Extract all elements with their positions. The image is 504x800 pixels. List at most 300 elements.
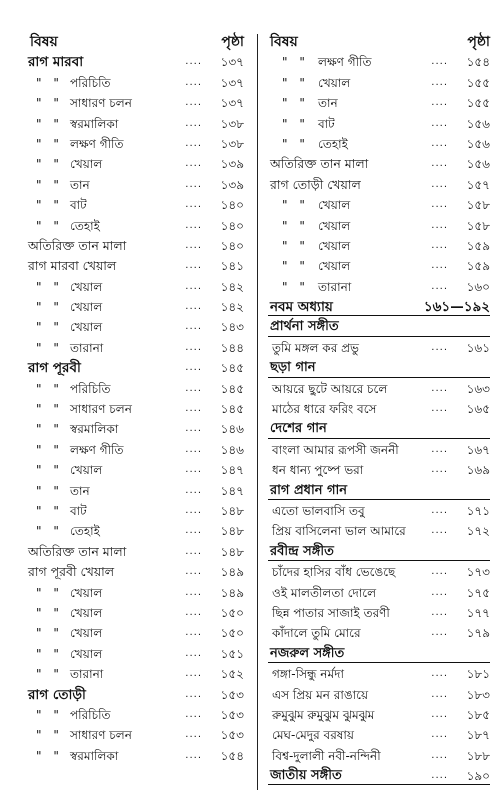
ditto-mark: " " xyxy=(36,75,63,90)
toc-entry xyxy=(22,725,244,745)
toc-entry xyxy=(22,175,244,195)
page-number: ১৫৪ xyxy=(220,748,244,763)
dot-leader: .... xyxy=(185,321,202,333)
dot-leader: .... xyxy=(185,382,202,394)
toc-entry xyxy=(22,705,244,725)
entry-title: খেয়াল xyxy=(70,157,103,172)
dot-leader: .... xyxy=(185,56,202,68)
toc-entry xyxy=(22,685,244,705)
dot-leader: .... xyxy=(185,239,202,251)
page-number: ১৫৮ xyxy=(466,218,490,233)
page-number: ১৪৪ xyxy=(220,340,244,355)
toc-header-left xyxy=(22,32,244,52)
entry-title: নজরুল সঙ্গীত xyxy=(270,645,345,661)
ditto-mark: " " xyxy=(282,218,309,233)
dot-leader: .... xyxy=(185,341,202,353)
page-number: ১৪৫ xyxy=(220,361,244,376)
dot-leader: .... xyxy=(431,403,448,415)
dot-leader: .... xyxy=(185,729,202,741)
page-number: ১৫০ xyxy=(220,626,244,641)
entry-title: এস প্রিয় মন রাঙায়ে xyxy=(272,687,369,702)
toc-entry xyxy=(22,277,244,297)
ditto-mark: " " xyxy=(36,422,63,437)
dot-leader: .... xyxy=(431,668,448,680)
toc-entry xyxy=(268,725,490,745)
toc-entry xyxy=(268,317,490,337)
page-number: ১৩৮ xyxy=(220,116,244,131)
page-number: ১৫৯ xyxy=(466,259,490,274)
toc-entry xyxy=(268,460,490,480)
toc-entry xyxy=(22,73,244,93)
dot-leader: .... xyxy=(431,97,448,109)
subject-heading: বিষয় xyxy=(30,34,58,50)
page-number: ১৪৯ xyxy=(220,565,244,580)
dot-leader: .... xyxy=(431,504,448,516)
toc-entry xyxy=(22,134,244,154)
toc-entry xyxy=(268,277,490,297)
page-number: ১৯০ xyxy=(466,769,490,784)
entry-title: পরিচিতি xyxy=(70,75,111,90)
page-number: ১৩৯ xyxy=(220,157,244,172)
toc-entry xyxy=(268,746,490,766)
dot-leader: .... xyxy=(185,219,202,231)
entry-title: তেহাই xyxy=(70,524,100,539)
toc-entry xyxy=(268,379,490,399)
entry-title: তারানা xyxy=(70,340,104,355)
ditto-mark: " " xyxy=(36,605,63,620)
ditto-mark: " " xyxy=(282,279,309,294)
ditto-mark: " " xyxy=(36,136,63,151)
section-rule xyxy=(268,784,490,785)
toc-entry xyxy=(268,623,490,643)
ditto-mark: " " xyxy=(36,748,63,763)
dot-leader: .... xyxy=(431,566,448,578)
dot-leader: .... xyxy=(431,219,448,231)
toc-right-column xyxy=(268,32,490,786)
ditto-mark: " " xyxy=(36,707,63,722)
section-rule xyxy=(268,336,490,337)
entry-title: তেহাই xyxy=(318,136,348,151)
toc-entry xyxy=(22,460,244,480)
dot-leader: .... xyxy=(431,749,448,761)
entry-title: প্রার্থনা সঙ্গীত xyxy=(270,319,339,335)
dot-leader: .... xyxy=(431,178,448,190)
entry-title: খেয়াল xyxy=(318,198,351,213)
page-number: ১৪২ xyxy=(220,300,244,315)
dot-leader: .... xyxy=(431,260,448,272)
dot-leader: .... xyxy=(431,76,448,88)
entry-title: প্রিয় বাসিলেনা ভাল আমারে xyxy=(272,524,406,539)
toc-right-rows xyxy=(268,52,490,786)
dot-leader: .... xyxy=(185,464,202,476)
dot-leader: .... xyxy=(185,260,202,272)
page-number: ১৪৮ xyxy=(220,503,244,518)
entry-title: বাট xyxy=(70,198,87,213)
entry-title: সাধারণ চলন xyxy=(70,96,132,111)
page-number: ১৮৩ xyxy=(466,687,490,702)
dot-leader: .... xyxy=(185,97,202,109)
entry-title: বাংলা আমার রূপসী জননী xyxy=(272,442,399,457)
toc-entry xyxy=(22,154,244,174)
toc-entry xyxy=(268,93,490,113)
entry-title: তেহাই xyxy=(70,218,100,233)
section-rule xyxy=(268,662,490,663)
toc-entry xyxy=(268,216,490,236)
dot-leader: .... xyxy=(431,688,448,700)
toc-entry xyxy=(22,399,244,419)
page-number: ১৫৬ xyxy=(466,136,490,151)
entry-title: এতো ভালবাসি তবু xyxy=(272,503,365,518)
dot-leader: .... xyxy=(185,586,202,598)
toc-entry xyxy=(268,440,490,460)
toc-entry xyxy=(22,256,244,276)
dot-leader: .... xyxy=(185,362,202,374)
page-number: ১৬১—১৯২ xyxy=(423,299,490,316)
page-number: ১৪০ xyxy=(220,238,244,253)
page-number: ১৫৪ xyxy=(466,55,490,70)
page-number: ১৫০ xyxy=(220,605,244,620)
toc-entry xyxy=(268,664,490,684)
page-number: ১৮৭ xyxy=(466,728,490,743)
page-number: ১৪১ xyxy=(220,259,244,274)
toc-entry xyxy=(22,297,244,317)
page-number: ১৪৩ xyxy=(220,320,244,335)
page-number: ১৫১ xyxy=(220,646,244,661)
toc-entry xyxy=(22,317,244,337)
entry-title: অতিরিক্ত তান মালা xyxy=(270,156,369,172)
page-number: ১৮১ xyxy=(466,667,490,682)
column-divider xyxy=(257,34,258,790)
toc-entry xyxy=(268,542,490,562)
dot-leader: .... xyxy=(185,403,202,415)
dot-leader: .... xyxy=(431,341,448,353)
dot-leader: .... xyxy=(431,708,448,720)
ditto-mark: " " xyxy=(282,75,309,90)
dot-leader: .... xyxy=(185,606,202,618)
entry-title: তারানা xyxy=(70,667,104,682)
entry-title: ওই মালতীলতা দোলে xyxy=(272,585,377,600)
page-number: ১৪০ xyxy=(220,218,244,233)
entry-title: খেয়াল xyxy=(70,320,103,335)
dot-leader: .... xyxy=(185,117,202,129)
toc-entry xyxy=(268,583,490,603)
page-heading: পৃষ্ঠা xyxy=(221,34,244,50)
toc-entry xyxy=(268,256,490,276)
entry-title: খেয়াল xyxy=(318,218,351,233)
page-number: ১৫৮ xyxy=(466,198,490,213)
dot-leader: .... xyxy=(185,178,202,190)
ditto-mark: " " xyxy=(282,116,309,131)
page-number: ১৫৩ xyxy=(220,707,244,722)
toc-header-right xyxy=(268,32,490,52)
toc-entry xyxy=(22,338,244,358)
toc-entry xyxy=(268,297,490,317)
ditto-mark: " " xyxy=(36,218,63,233)
page-number: ১৭৭ xyxy=(466,605,490,620)
ditto-mark: " " xyxy=(36,320,63,335)
dot-leader: .... xyxy=(431,382,448,394)
ditto-mark: " " xyxy=(36,402,63,417)
page-number: ১৩৭ xyxy=(220,96,244,111)
page-number: ১৪৮ xyxy=(220,544,244,559)
entry-title: খেয়াল xyxy=(70,646,103,661)
section-rule xyxy=(268,377,490,378)
dot-leader: .... xyxy=(185,504,202,516)
toc-entry xyxy=(22,664,244,684)
page-number: ১৮৫ xyxy=(466,707,490,722)
entry-title: ধন ধান্য পুষ্পে ভরা xyxy=(272,463,364,478)
ditto-mark: " " xyxy=(36,626,63,641)
entry-title: খেয়াল xyxy=(70,300,103,315)
dot-leader: .... xyxy=(185,647,202,659)
dot-leader: .... xyxy=(185,158,202,170)
toc-entry xyxy=(22,52,244,72)
entry-title: রাগ পূরবী xyxy=(28,360,81,377)
ditto-mark: " " xyxy=(36,646,63,661)
page-number: ১৬৭ xyxy=(466,442,490,457)
page-number: ১৪৭ xyxy=(220,463,244,478)
dot-leader: .... xyxy=(431,280,448,292)
page-number: ১৫৬ xyxy=(466,157,490,172)
dot-leader: .... xyxy=(431,464,448,476)
toc-entry xyxy=(22,746,244,766)
dot-leader: .... xyxy=(431,729,448,741)
ditto-mark: " " xyxy=(36,300,63,315)
entry-title: আয়রে ছুটে আয়রে চলে xyxy=(272,381,388,396)
ditto-mark: " " xyxy=(36,116,63,131)
ditto-mark: " " xyxy=(282,198,309,213)
dot-leader: .... xyxy=(185,423,202,435)
section-rule xyxy=(268,438,490,439)
page-number: ১৪৯ xyxy=(220,585,244,600)
entry-title: ছিন্ন পাতার সাজাই তরণী xyxy=(272,605,390,620)
page-number: ১৬৫ xyxy=(466,402,490,417)
page-number: ১৮৮ xyxy=(466,748,490,763)
page-number: ১৫৫ xyxy=(466,75,490,90)
ditto-mark: " " xyxy=(282,259,309,274)
dot-leader: .... xyxy=(431,199,448,211)
page-number: ১৫৩ xyxy=(220,687,244,702)
toc-entry xyxy=(268,195,490,215)
section-rule xyxy=(268,315,490,316)
entry-title: খেয়াল xyxy=(70,626,103,641)
entry-title: মেঘ-মেদুর বরষায় xyxy=(272,728,354,743)
toc-entry xyxy=(22,379,244,399)
ditto-mark: " " xyxy=(282,238,309,253)
dot-leader: .... xyxy=(431,627,448,639)
ditto-mark: " " xyxy=(282,136,309,151)
page-number: ১৪৭ xyxy=(220,483,244,498)
ditto-mark: " " xyxy=(36,728,63,743)
entry-title: তান xyxy=(70,177,90,192)
ditto-mark: " " xyxy=(36,585,63,600)
page-number: ১৪২ xyxy=(220,279,244,294)
toc-entry xyxy=(268,134,490,154)
dot-leader: .... xyxy=(185,484,202,496)
dot-leader: .... xyxy=(431,239,448,251)
dot-leader: .... xyxy=(431,158,448,170)
entry-title: খেয়াল xyxy=(70,463,103,478)
dot-leader: .... xyxy=(185,76,202,88)
subject-heading: বিষয় xyxy=(270,34,298,50)
ditto-mark: " " xyxy=(282,96,309,111)
page-number: ১৪৫ xyxy=(220,402,244,417)
ditto-mark: " " xyxy=(36,198,63,213)
toc-entry xyxy=(22,114,244,134)
toc-entry xyxy=(268,338,490,358)
ditto-mark: " " xyxy=(36,381,63,396)
ditto-mark: " " xyxy=(36,483,63,498)
entry-title: খেয়াল xyxy=(318,259,351,274)
toc-entry xyxy=(22,216,244,236)
entry-title: রাগ মারবা খেয়াল xyxy=(28,258,117,274)
ditto-mark: " " xyxy=(36,442,63,457)
page-number: ১৪৫ xyxy=(220,381,244,396)
toc-entry xyxy=(22,195,244,215)
ditto-mark: " " xyxy=(36,279,63,294)
page-number: ১৩৭ xyxy=(220,75,244,90)
entry-title: স্বরমালিকা xyxy=(70,748,119,763)
section-rule xyxy=(268,499,490,500)
entry-title: পরিচিতি xyxy=(70,381,111,396)
entry-title: তুমি মঙ্গল কর প্রভু xyxy=(272,340,360,355)
toc-entry xyxy=(268,73,490,93)
entry-title: খেয়াল xyxy=(318,238,351,253)
page-number: ১৪০ xyxy=(220,198,244,213)
toc-entry xyxy=(22,644,244,664)
entry-title: মাঠের ধারে ফরিং বসে xyxy=(272,402,377,417)
entry-title: তান xyxy=(70,483,90,498)
dot-leader: .... xyxy=(185,301,202,313)
entry-title: বাট xyxy=(70,503,87,518)
ditto-mark: " " xyxy=(36,177,63,192)
page-number: ১৬১ xyxy=(466,340,490,355)
dot-leader: .... xyxy=(185,199,202,211)
toc-entry xyxy=(22,236,244,256)
page-number: ১৫৬ xyxy=(466,116,490,131)
dot-leader: .... xyxy=(185,137,202,149)
dot-leader: .... xyxy=(185,627,202,639)
toc-entry xyxy=(22,440,244,460)
dot-leader: .... xyxy=(185,668,202,680)
toc-entry xyxy=(22,583,244,603)
toc-entry xyxy=(22,93,244,113)
entry-title: রাগ পূরবী খেয়াল xyxy=(28,564,115,580)
page-number: ১৭১ xyxy=(466,503,490,518)
dot-leader: .... xyxy=(185,545,202,557)
toc-entry xyxy=(268,603,490,623)
ditto-mark: " " xyxy=(36,524,63,539)
dot-leader: .... xyxy=(185,566,202,578)
toc-entry xyxy=(268,419,490,439)
page-number: ১৭৯ xyxy=(466,626,490,641)
toc-entry xyxy=(22,419,244,439)
toc-entry xyxy=(22,603,244,623)
page-number: ১৬৩ xyxy=(466,381,490,396)
entry-title: কাঁদালে তুমি মোরে xyxy=(272,626,361,641)
dot-leader: .... xyxy=(431,117,448,129)
entry-title: নবম অধ্যায় xyxy=(270,299,333,316)
page-number: ১৩৭ xyxy=(220,55,244,70)
entry-title: জাতীয় সঙ্গীত xyxy=(270,768,342,784)
page-number: ১৩৮ xyxy=(220,136,244,151)
entry-title: খেয়াল xyxy=(70,279,103,294)
dot-leader: .... xyxy=(431,443,448,455)
entry-title: খেয়াল xyxy=(70,605,103,620)
page-number: ১৫৫ xyxy=(466,96,490,111)
dot-leader: .... xyxy=(185,708,202,720)
page-number: ১৪৬ xyxy=(220,422,244,437)
toc-left-rows xyxy=(22,52,244,766)
entry-title: অতিরিক্ত তান মালা xyxy=(28,237,127,253)
entry-title: পরিচিতি xyxy=(70,707,111,722)
toc-entry xyxy=(268,399,490,419)
entry-title: লক্ষণ গীতি xyxy=(70,442,124,457)
section-rule xyxy=(268,560,490,561)
page-number: ১৫৯ xyxy=(466,238,490,253)
entry-title: তান xyxy=(318,96,338,111)
entry-title: রাগ মারবা xyxy=(28,54,84,71)
dot-leader: .... xyxy=(185,443,202,455)
entry-title: রাগ তোড়ী খেয়াল xyxy=(270,176,361,192)
entry-title: লক্ষণ গীতি xyxy=(70,136,124,151)
toc-entry xyxy=(22,521,244,541)
ditto-mark: " " xyxy=(36,157,63,172)
page-number: ১৪৮ xyxy=(220,524,244,539)
ditto-mark: " " xyxy=(36,96,63,111)
toc-entry xyxy=(22,542,244,562)
entry-title: খেয়াল xyxy=(70,585,103,600)
page-number: ১৫২ xyxy=(220,667,244,682)
entry-title: বিশ্ব-দুলালী নবী-নন্দিনী xyxy=(272,748,381,763)
entry-title: স্বরমালিকা xyxy=(70,116,119,131)
toc-entry xyxy=(22,623,244,643)
page-number: ১৫৩ xyxy=(220,728,244,743)
entry-title: সাধারণ চলন xyxy=(70,728,132,743)
dot-leader: .... xyxy=(431,770,448,782)
entry-title: অতিরিক্ত তান মালা xyxy=(28,543,127,559)
dot-leader: .... xyxy=(431,606,448,618)
toc-entry xyxy=(22,481,244,501)
ditto-mark: " " xyxy=(36,463,63,478)
dot-leader: .... xyxy=(185,688,202,700)
entry-title: তারানা xyxy=(318,279,352,294)
dot-leader: .... xyxy=(431,586,448,598)
entry-title: রাগ তোড়ী xyxy=(28,686,86,703)
dot-leader: .... xyxy=(185,749,202,761)
ditto-mark: " " xyxy=(36,340,63,355)
entry-title: রবীন্দ্র সঙ্গীত xyxy=(270,543,334,559)
page-number: ১৭৫ xyxy=(466,585,490,600)
dot-leader: .... xyxy=(185,280,202,292)
entry-title: সাধারণ চলন xyxy=(70,402,132,417)
dot-leader: .... xyxy=(431,56,448,68)
entry-title: বাট xyxy=(318,116,335,131)
toc-entry xyxy=(268,501,490,521)
entry-title: রুমুঝুম রুমুঝুম ঝুমঝুম xyxy=(272,707,375,722)
page-number: ১৩৯ xyxy=(220,177,244,192)
ditto-mark: " " xyxy=(282,55,309,70)
page-number: ১৫৭ xyxy=(466,177,490,192)
toc-entry xyxy=(22,501,244,521)
entry-title: ছড়া গান xyxy=(270,360,316,376)
dot-leader: .... xyxy=(185,525,202,537)
toc-entry xyxy=(268,236,490,256)
toc-left-column xyxy=(22,32,244,766)
page-number: ১৭৩ xyxy=(466,565,490,580)
toc-entry xyxy=(268,521,490,541)
ditto-mark: " " xyxy=(36,503,63,518)
